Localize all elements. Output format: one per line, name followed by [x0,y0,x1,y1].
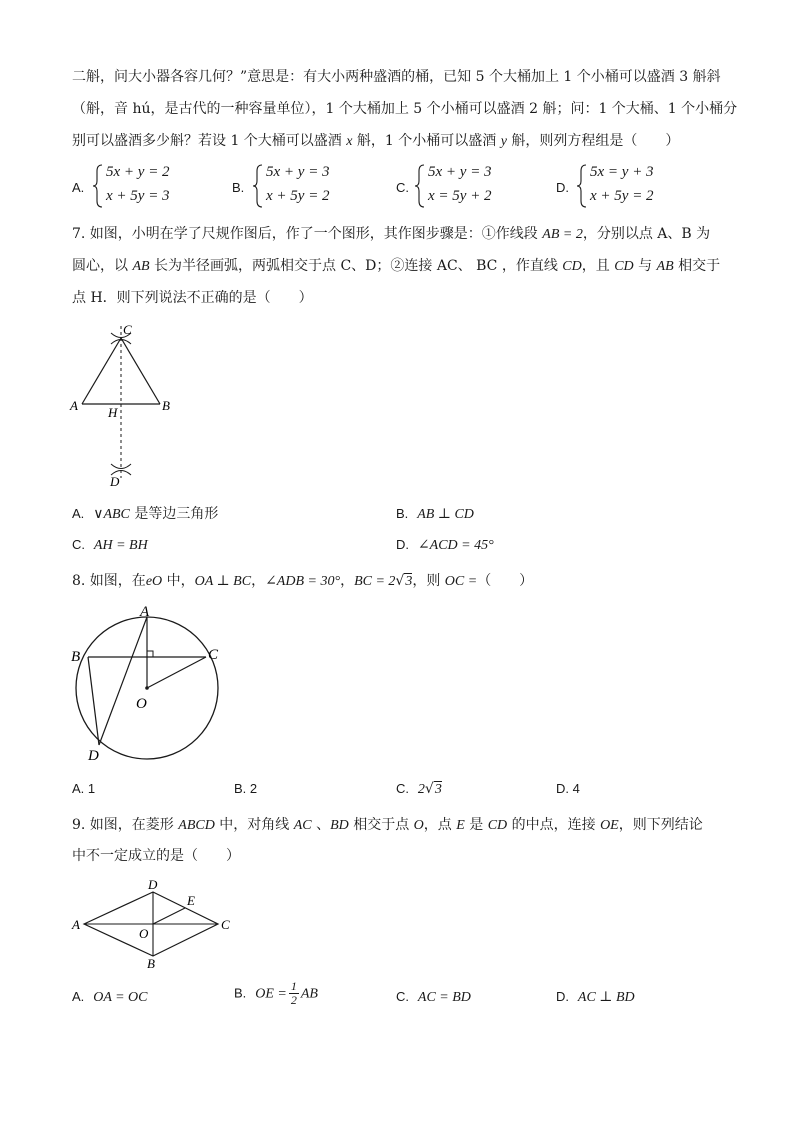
q7-line-3 [72,288,313,308]
q7-option-a[interactable] [72,504,218,525]
math-cond-3a: BC = 2 [354,574,396,589]
q8-option-a[interactable]: A. 1 [72,781,96,796]
brace-icon [92,164,104,208]
option-label: A. [72,989,85,1004]
q6-line-1 [72,67,721,87]
q9-line-2 [72,846,240,866]
q8-text-a: 8. 如图，在 [72,573,146,589]
q8-text-e: ，则 [412,573,445,589]
brace-icon [414,164,426,208]
q9-text-1d: 相交于点 [348,817,414,833]
label-d: D [88,748,99,764]
sqrt-icon: √ [424,781,434,797]
fraction-numerator: 1 [290,979,297,993]
math-oe: OE [600,818,619,833]
q6-option-a-system[interactable] [92,164,212,210]
math-abcd: ABCD [178,818,215,833]
math-ask: OC = [444,574,478,589]
equation-2: x + 5y = 2 [266,188,330,204]
option-math: AH = BH [93,538,148,553]
q7-text-2d: 与 [633,258,657,274]
option-text: 是等边三角形 [129,506,219,522]
math-bd: BD [330,818,349,833]
option-label: C. [396,989,409,1004]
label-c: C [221,917,230,932]
equation-1: 5x + y = 2 [106,164,170,180]
label-b: B [71,649,81,665]
q7-line-1 [72,224,710,245]
option-label: D. [556,989,569,1004]
math-ab: AB [132,259,150,274]
q9-option-b[interactable] [234,980,318,1007]
equation-1: 5x = y + 3 [590,164,654,180]
option-label: B. [234,985,247,1001]
q9-text-1b: 中，对角线 [214,817,294,833]
q7-text-3: 点 H．则下列说法不正确的是（ ） [72,290,313,306]
fraction-denominator: 2 [290,993,297,1007]
q6-line-2 [72,99,737,119]
option-label: C. [396,781,409,796]
segment-bc [121,338,160,404]
math-ac: AC [293,818,312,833]
math-cd: CD [562,259,582,274]
label-h: H [108,405,118,420]
q9-text-1e: ，点 [423,817,457,833]
fraction [289,980,299,1007]
circle-symbol: eO [145,574,163,589]
q6-line-3 [72,131,679,152]
q9-option-a[interactable] [72,987,148,1008]
math-o: O [413,818,424,833]
q9-option-c[interactable] [396,987,471,1008]
option-label: A. [72,506,85,521]
q6-text-3b: 斛，1 个小桶可以盛酒 [352,133,501,149]
segment-ac [82,338,121,404]
option-math: AC = BD [417,990,471,1005]
q7-option-b[interactable] [396,504,474,525]
equation-2: x + 5y = 3 [106,188,170,204]
q6-text-3a: 别可以盛酒多少斛？若设 1 个大桶可以盛酒 [72,133,347,149]
option-math: ∠ACD = 45° [417,538,494,553]
q9-option-d[interactable] [556,987,635,1008]
sqrt-icon: √ [395,573,405,589]
q7-text-2b: 长为半径画弧，两弧相交于点 C、D；②连接 AC、 BC ，作直线 [149,258,563,274]
label-d: D [110,474,120,489]
segment-ad [99,617,147,745]
option-math: 2 [417,782,425,797]
q7-text-1a: 7. 如图，小明在学了尺规作图后，作了一个图形，其作图步骤是：①作线段 [72,226,543,242]
q8-option-c[interactable] [396,779,442,800]
option-math: AB ⊥ CD [417,507,474,522]
q8-text-b: 中， [162,573,195,589]
q9-text-1h: ，则下列结论 [618,817,703,833]
equation-2: x + 5y = 2 [590,188,654,204]
q8-figure [66,602,236,768]
brace-icon [252,164,264,208]
equation-2: x = 5y + 2 [428,188,492,204]
math-ab-eq: AB = 2 [542,227,583,242]
option-math-radicand: 3 [434,782,442,797]
q7-line-2 [72,256,720,277]
label-c: C [123,322,132,337]
option-math: ∨ABC [93,507,130,522]
q9-text-1c: 、 [311,817,331,833]
option-label: D. [396,537,409,552]
q9-text-1g: 的中点，连接 [507,817,601,833]
math-cond-2: ∠ADB = 30° [265,574,341,589]
q7-text-2c: ，且 [581,258,615,274]
center-point [145,686,149,690]
math-ab-2: AB [656,259,674,274]
var-y: y [500,134,507,149]
segment-bd [88,657,99,745]
q6-option-d-system[interactable] [576,164,696,210]
q9-text-1f: 是 [464,817,488,833]
q6-option-b-system[interactable] [252,164,372,210]
segment-oe [153,908,185,924]
option-math-2: AB [300,986,318,1002]
right-angle-mark [147,651,153,657]
label-a: A [72,917,80,932]
q7-option-d[interactable] [396,535,494,556]
label-o: O [136,696,147,712]
q9-text-2: 中不一定成立的是（ ） [72,848,240,864]
q7-text-1b: ，分别以点 A、B 为 [582,226,711,242]
q7-figure [68,318,188,490]
math-cd: CD [487,818,508,833]
label-a: A [140,604,150,620]
math-e: E [456,818,465,833]
q6-text-3c: 斛，则列方程组是（ ） [506,133,680,149]
label-b: B [147,956,155,971]
q9-line-1 [72,815,703,836]
q8-text-f: （ ） [477,573,534,589]
q6-option-a-label[interactable]: A. [72,180,85,195]
brace-icon [576,164,588,208]
q8-option-b[interactable]: B. 2 [234,781,258,796]
q6-option-b-label[interactable]: B. [232,180,245,195]
segment-oc [147,657,206,688]
equation-1: 5x + y = 3 [428,164,492,180]
label-b: B [162,398,170,413]
q6-option-d-label[interactable]: D. [556,180,569,195]
math-cd-2: CD [614,259,634,274]
q6-option-c-system[interactable] [414,164,534,210]
option-math: OE = [255,986,287,1002]
q8-line-1 [72,571,533,592]
q7-option-c[interactable] [72,535,148,556]
label-o: O [139,926,149,941]
option-label: B. [396,506,409,521]
option-label: C. [72,537,85,552]
option-math: OA = OC [93,990,148,1005]
math-cond-3b: 3 [405,574,413,589]
q8-option-d[interactable]: D. 4 [556,781,580,796]
var-x: x [346,134,353,149]
q8-text-c: ， [251,573,266,589]
label-d: D [148,877,158,892]
q6-text-2: （斛，音 hú，是古代的一种容量单位），1 个大桶加上 5 个小桶可以盛酒 2 斛；问：1 个大桶、1 个小桶分 [72,101,738,117]
q7-text-2e: 相交于 [673,258,721,274]
q6-option-c-label[interactable]: C. [396,180,409,195]
q6-text-1: 二斛，问大小器各容几何？”意思是：有大小两种盛酒的桶，已知 5 个大桶加上 1 个小桶可以盛酒 3 斛斜 [72,69,721,85]
option-math: AC ⊥ BD [577,990,635,1005]
label-e: E [187,893,195,908]
q9-figure [66,872,246,974]
equation-1: 5x + y = 3 [266,164,330,180]
q9-text-1a: 9. 如图，在菱形 [72,817,179,833]
q8-text-d: ， [340,573,355,589]
math-cond-1: OA ⊥ BC [194,574,252,589]
q7-text-2a: 圆心，以 [72,258,133,274]
label-c: C [208,647,219,663]
label-a: A [70,398,78,413]
